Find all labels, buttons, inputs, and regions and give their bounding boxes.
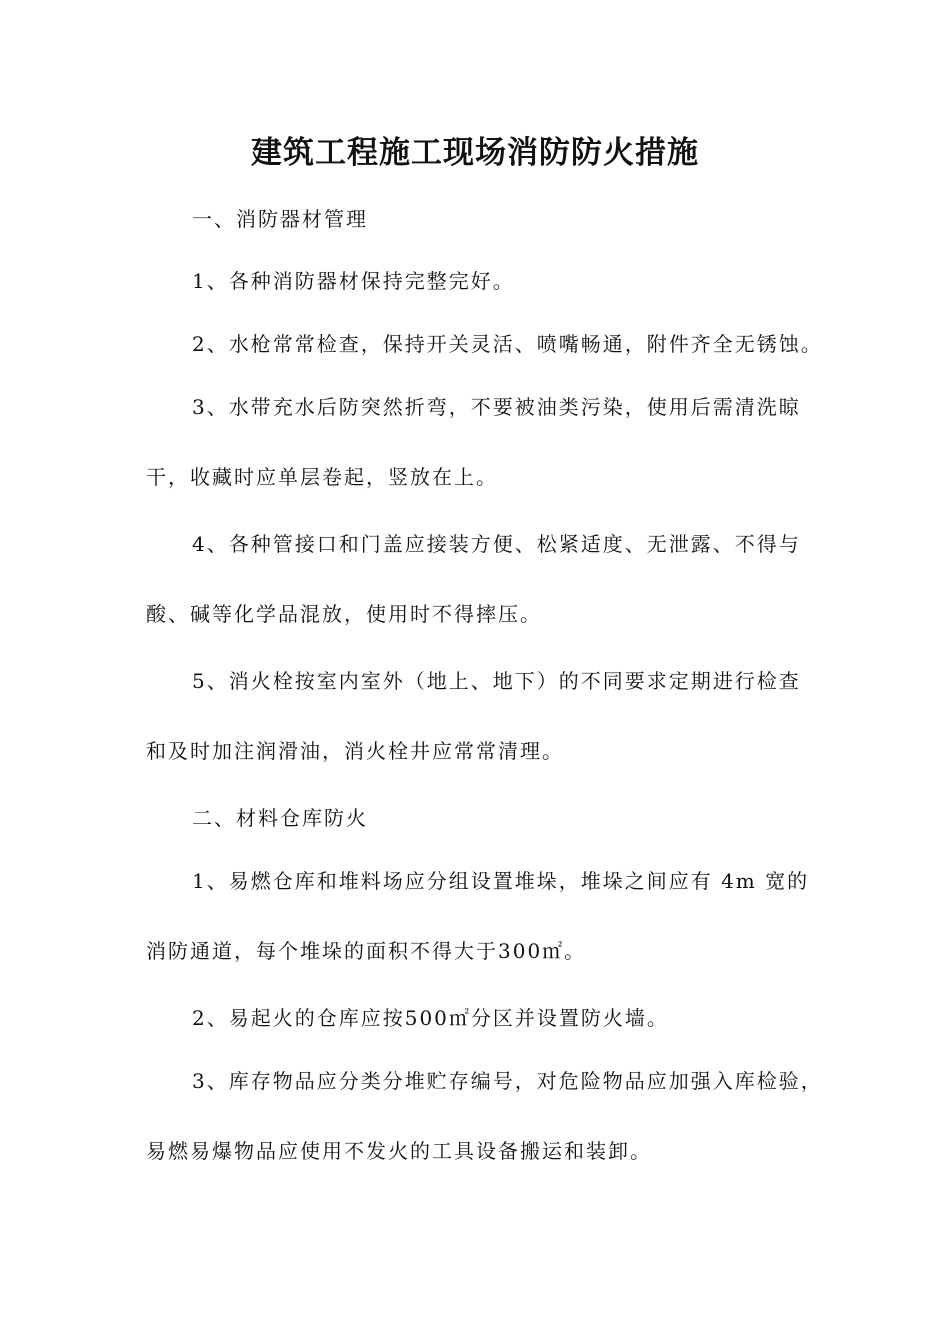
paragraph-line: 4、各种管接口和门盖应接装方便、松紧适度、无泄露、不得与 <box>192 532 801 556</box>
paragraph-item-1-1 <box>146 246 826 316</box>
paragraph-line: 3、水带充水后防突然折弯，不要被油类污染，使用后需清洗晾 <box>192 395 801 419</box>
paragraph-line: 二、材料仓库防火 <box>192 806 368 830</box>
paragraph-line: 和及时加注润滑油，消火栓井应常常清理。 <box>146 739 564 763</box>
paragraph-item-1-4 <box>146 509 826 649</box>
section-heading-2 <box>146 783 826 853</box>
paragraph-line: 1、易燃仓库和堆料场应分组设置堆垛，堆垛之间应有 4m 宽的 <box>192 869 810 893</box>
paragraph-line: 3、库存物品应分类分堆贮存编号，对危险物品应加强入库检验， <box>192 1069 823 1093</box>
paragraph-line: 2、水枪常常检查，保持开关灵活、喷嘴畅通，附件齐全无锈蚀。 <box>192 332 823 356</box>
document-title: 建筑工程施工现场消防防火措施 <box>251 135 699 171</box>
paragraph-line: 干，收藏时应单层卷起，竖放在上。 <box>146 465 498 489</box>
paragraph-line: 2、易起火的仓库应按500㎡分区并设置防火墙。 <box>192 1006 669 1030</box>
paragraph-line: 一、消防器材管理 <box>192 207 368 231</box>
paragraph-line: 消防通道，每个堆垛的面积不得大于300㎡。 <box>146 939 587 963</box>
paragraph-item-1-2 <box>146 309 826 379</box>
paragraph-line: 酸、碱等化学品混放，使用时不得摔压。 <box>146 602 542 626</box>
paragraph-line: 5、消火栓按室内室外（地上、地下）的不同要求定期进行检查 <box>192 669 801 693</box>
section-heading-1 <box>146 184 826 254</box>
paragraph-item-2-3 <box>146 1046 826 1186</box>
paragraph-item-1-3 <box>146 372 826 512</box>
paragraph-line: 易燃易爆物品应使用不发火的工具设备搬运和装卸。 <box>146 1139 652 1163</box>
paragraph-item-2-2 <box>146 983 826 1053</box>
paragraph-item-1-5 <box>146 646 826 786</box>
paragraph-line: 1、各种消防器材保持完整完好。 <box>192 269 515 293</box>
paragraph-item-2-1 <box>146 846 826 986</box>
